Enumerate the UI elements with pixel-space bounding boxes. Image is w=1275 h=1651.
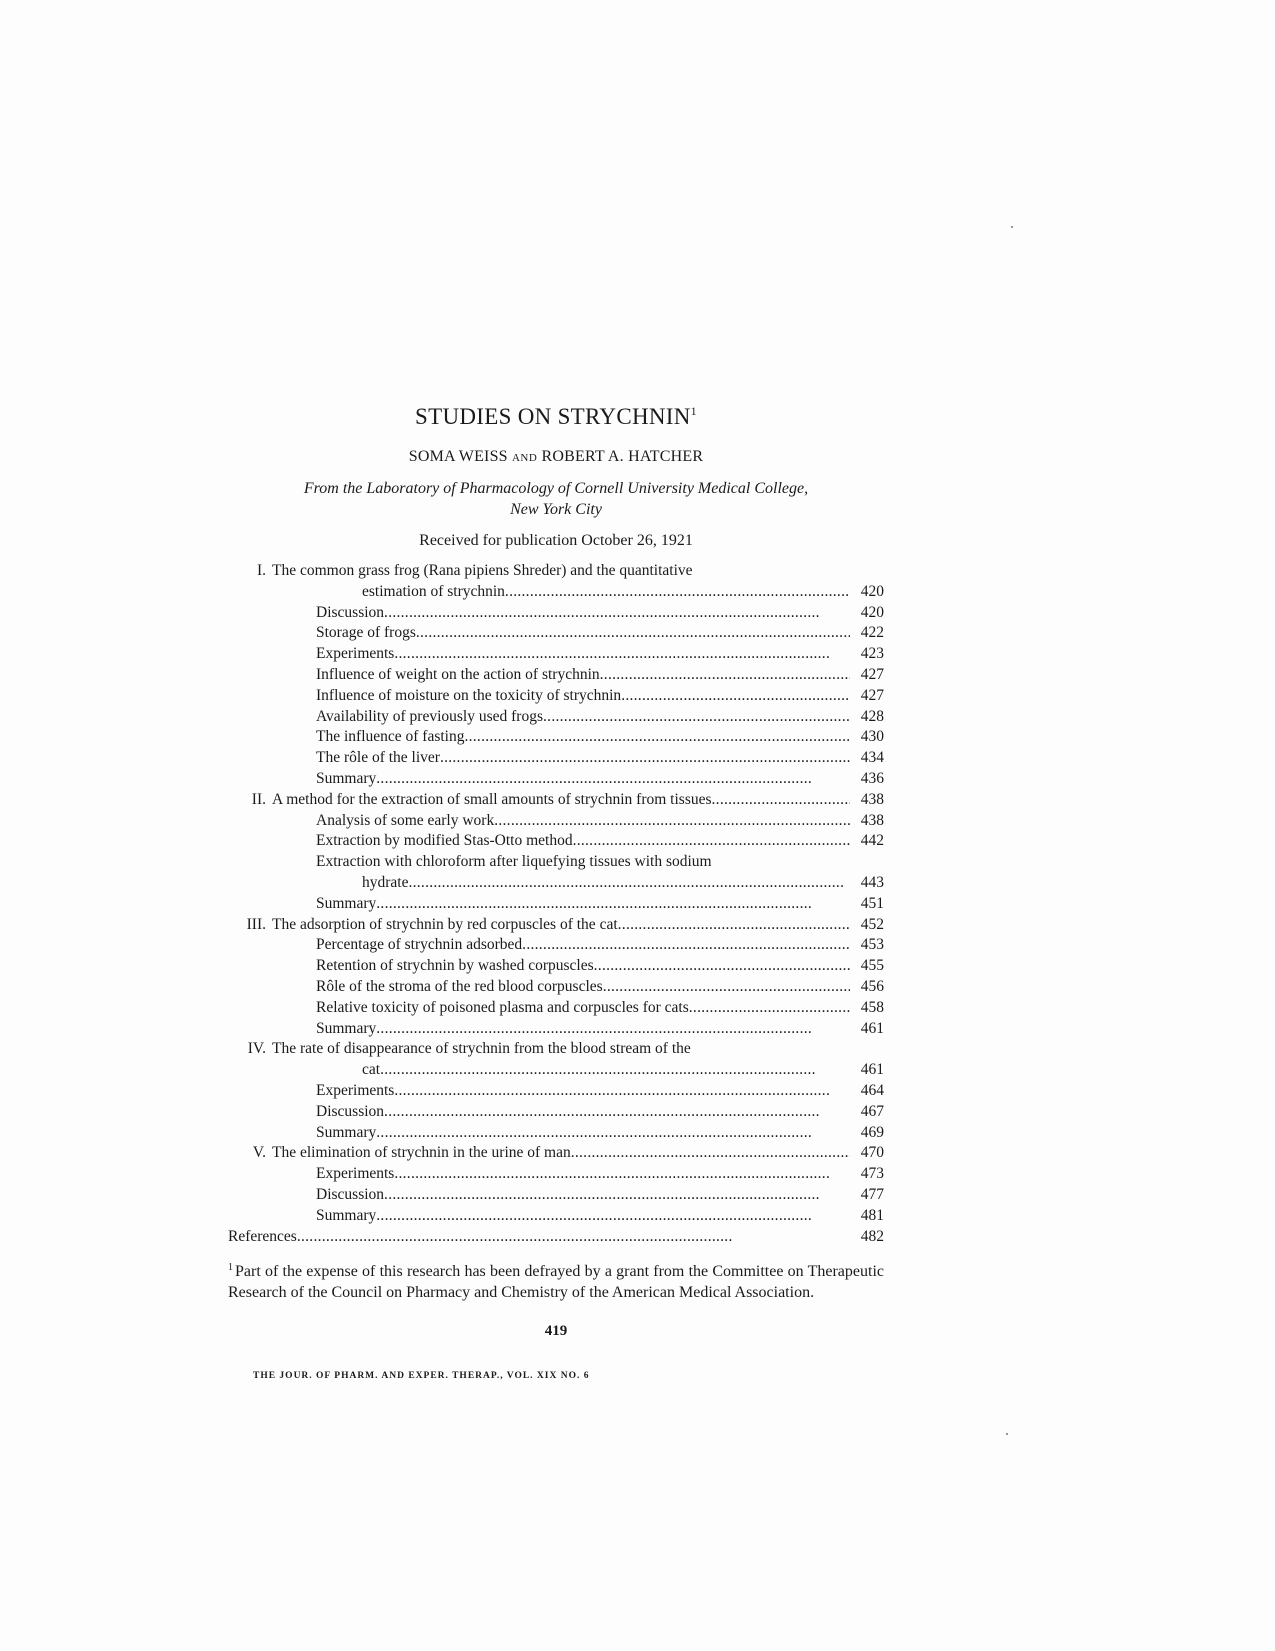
toc-dot-leader bbox=[384, 603, 850, 624]
toc-entry-label: The influence of fasting bbox=[316, 728, 465, 746]
toc-dot-leader bbox=[689, 998, 850, 1019]
toc-dot-leader bbox=[621, 686, 850, 707]
toc-row bbox=[228, 644, 884, 665]
toc-section-number: I. bbox=[256, 562, 266, 579]
toc-page-number: 477 bbox=[860, 1185, 884, 1203]
toc-page-number: 423 bbox=[860, 645, 884, 663]
toc-entry-label: Relative toxicity of poisoned plasma and corpuscles for cats bbox=[316, 998, 689, 1016]
toc-section-number: III. bbox=[246, 915, 266, 933]
toc-page-number: 427 bbox=[860, 686, 884, 704]
toc-row bbox=[228, 1039, 884, 1060]
toc-entry-label: Extraction with chloroform after liquefying tissues with sodium bbox=[316, 853, 712, 871]
toc-dot-leader bbox=[440, 748, 850, 769]
toc-page-number: 453 bbox=[860, 936, 884, 954]
toc-section-number: V. bbox=[252, 1144, 266, 1162]
title-text: STUDIES ON STRYCHNIN bbox=[415, 404, 691, 429]
toc-entry-label: hydrate bbox=[362, 873, 409, 891]
toc-dot-leader bbox=[505, 582, 850, 603]
toc-entry-label: Summary bbox=[316, 769, 377, 787]
toc-row bbox=[228, 956, 884, 977]
toc-entry-label: Discussion bbox=[316, 1102, 385, 1120]
toc-row bbox=[228, 707, 884, 728]
toc-dot-leader bbox=[376, 1123, 850, 1144]
author-conjunction: AND bbox=[511, 452, 538, 464]
toc-dot-leader bbox=[600, 665, 850, 686]
toc-page-number: 481 bbox=[860, 1206, 884, 1224]
toc-row bbox=[228, 748, 884, 769]
toc-page-number: 427 bbox=[860, 665, 884, 683]
toc-entry-label: The common grass frog (Rana pipiens Shreder) and the quantitative bbox=[272, 562, 693, 579]
toc-dot-leader bbox=[494, 811, 850, 832]
toc-page-number: 438 bbox=[860, 811, 884, 829]
toc-page-number: 482 bbox=[860, 1227, 884, 1245]
toc-row bbox=[228, 665, 884, 686]
toc-row bbox=[228, 769, 884, 790]
toc-dot-leader bbox=[594, 956, 850, 977]
toc-dot-leader bbox=[464, 727, 850, 748]
toc-page-number: 420 bbox=[860, 603, 884, 621]
toc-entry-label: Discussion bbox=[316, 603, 385, 621]
affiliation bbox=[228, 478, 884, 520]
toc-row bbox=[228, 790, 884, 811]
toc-row bbox=[228, 561, 884, 582]
toc-entry-label: Availability of previously used frogs bbox=[316, 707, 544, 725]
toc-row bbox=[228, 1143, 884, 1164]
toc-entry-label: Influence of weight on the action of strychnin bbox=[316, 665, 600, 683]
toc-dot-leader bbox=[394, 1081, 850, 1102]
toc-page-number: 461 bbox=[860, 1061, 884, 1079]
toc-row bbox=[228, 1060, 884, 1081]
toc-entry-label: Experiments bbox=[316, 645, 395, 663]
toc-entry-label: Extraction by modified Stas-Otto method bbox=[316, 832, 573, 850]
toc-row bbox=[228, 998, 884, 1019]
toc-page-number: 434 bbox=[860, 749, 884, 767]
title-footnote-mark: 1 bbox=[690, 404, 697, 418]
page-number: 419 bbox=[544, 1323, 568, 1339]
toc-entry-label: Percentage of strychnin adsorbed bbox=[316, 936, 523, 954]
toc-entry-label: References bbox=[228, 1227, 297, 1245]
toc-row bbox=[228, 811, 884, 832]
footnote-text: Part of the expense of this research has been defrayed by a grant from the Committee on Therapeutic Research of the Council on Pharmacy and Chemistry of the American Medical Association. bbox=[228, 1263, 884, 1301]
toc-row bbox=[228, 1102, 884, 1123]
affiliation-line-1: From the Laboratory of Pharmacology of Cornell University Medical College, bbox=[303, 480, 809, 497]
toc-row bbox=[228, 1164, 884, 1185]
toc-entry-label: Summary bbox=[316, 1123, 377, 1141]
toc-row bbox=[228, 1227, 884, 1248]
toc-row bbox=[228, 582, 884, 603]
toc-dot-leader bbox=[712, 790, 850, 811]
toc-page-number: 456 bbox=[860, 977, 884, 995]
toc-entry-label: The rôle of the liver bbox=[316, 749, 440, 767]
toc-page-number: 473 bbox=[860, 1165, 884, 1183]
toc-page-number: 469 bbox=[860, 1123, 884, 1141]
toc-page-number: 420 bbox=[860, 582, 884, 600]
toc-row bbox=[228, 915, 884, 936]
toc-entry-label: Storage of frogs bbox=[316, 624, 416, 642]
toc-page-number: 455 bbox=[860, 957, 884, 975]
footnote bbox=[228, 1257, 884, 1303]
toc-page-number: 461 bbox=[860, 1019, 884, 1037]
toc-row bbox=[228, 1185, 884, 1206]
toc-row bbox=[228, 727, 884, 748]
toc-dot-leader bbox=[384, 1185, 850, 1206]
toc-row bbox=[228, 1206, 884, 1227]
toc-dot-leader bbox=[376, 1206, 850, 1227]
toc-row bbox=[228, 1081, 884, 1102]
toc-row bbox=[228, 977, 884, 998]
toc-page-number: 452 bbox=[860, 915, 884, 933]
toc-entry-label: Analysis of some early work bbox=[316, 811, 495, 829]
toc-page-number: 470 bbox=[860, 1144, 884, 1162]
toc-page-number: 467 bbox=[860, 1102, 884, 1120]
toc-dot-leader bbox=[297, 1227, 850, 1248]
toc-entry-label: cat bbox=[362, 1061, 381, 1079]
toc-entry-label: Discussion bbox=[316, 1185, 385, 1203]
toc-page-number: 422 bbox=[860, 624, 884, 642]
toc-dot-leader bbox=[380, 1060, 850, 1081]
toc-entry-label: The adsorption of strychnin by red corpuscles of the cat bbox=[272, 915, 618, 933]
footnote-mark: 1 bbox=[228, 1262, 233, 1273]
toc-section-number: II. bbox=[251, 790, 266, 808]
toc-dot-leader bbox=[618, 915, 850, 936]
toc-dot-leader bbox=[384, 1102, 850, 1123]
toc-row bbox=[228, 1019, 884, 1040]
toc-entry-label: Experiments bbox=[316, 1081, 395, 1099]
toc-row bbox=[228, 852, 884, 873]
toc-row bbox=[228, 686, 884, 707]
toc-entry-label: Rôle of the stroma of the red blood corpuscles bbox=[316, 977, 603, 995]
toc-entry-label: A method for the extraction of small amounts of strychnin from tissues bbox=[272, 790, 712, 808]
toc-entry-label: estimation of strychnin bbox=[362, 582, 505, 600]
toc-section-number: IV. bbox=[247, 1040, 266, 1058]
toc-row bbox=[228, 831, 884, 852]
toc-dot-leader bbox=[573, 831, 850, 852]
toc-row bbox=[228, 935, 884, 956]
scan-speck bbox=[1006, 1433, 1008, 1435]
author-2: ROBERT A. HATCHER bbox=[541, 448, 704, 465]
author-1: SOMA WEISS bbox=[408, 448, 508, 465]
received-date: Received for publication October 26, 1921 bbox=[419, 532, 693, 549]
toc-entry-label: Summary bbox=[316, 1206, 377, 1224]
toc-dot-leader bbox=[603, 977, 850, 998]
toc-row bbox=[228, 623, 884, 644]
scan-speck bbox=[1011, 226, 1013, 228]
table-of-contents bbox=[228, 561, 884, 1247]
toc-dot-leader bbox=[376, 894, 850, 915]
toc-row bbox=[228, 894, 884, 915]
toc-row bbox=[228, 603, 884, 624]
toc-dot-leader bbox=[416, 623, 850, 644]
toc-entry-label: The rate of disappearance of strychnin from the blood stream of the bbox=[272, 1040, 691, 1058]
toc-page-number: 436 bbox=[860, 769, 884, 787]
toc-dot-leader bbox=[394, 1164, 850, 1185]
toc-page-number: 464 bbox=[860, 1081, 884, 1099]
affiliation-line-2: New York City bbox=[510, 501, 602, 518]
toc-entry-label: Retention of strychnin by washed corpuscles bbox=[316, 957, 594, 975]
toc-dot-leader bbox=[571, 1143, 850, 1164]
toc-entry-label: Summary bbox=[316, 894, 377, 912]
authors bbox=[228, 448, 884, 466]
toc-dot-leader bbox=[376, 769, 850, 790]
toc-page-number: 438 bbox=[860, 790, 884, 808]
toc-entry-label: The elimination of strychnin in the urine of man bbox=[272, 1144, 571, 1162]
article-title bbox=[228, 404, 884, 430]
toc-dot-leader bbox=[394, 644, 850, 665]
toc-page-number: 428 bbox=[860, 707, 884, 725]
toc-dot-leader bbox=[376, 1019, 850, 1040]
toc-page-number: 443 bbox=[860, 873, 884, 891]
toc-row bbox=[228, 873, 884, 894]
toc-page-number: 442 bbox=[860, 832, 884, 850]
toc-page-number: 451 bbox=[860, 894, 884, 912]
toc-dot-leader bbox=[543, 707, 850, 728]
toc-entry-label: Influence of moisture on the toxicity of strychnin bbox=[316, 686, 622, 704]
toc-dot-leader bbox=[408, 873, 850, 894]
toc-row bbox=[228, 1123, 884, 1144]
toc-page-number: 430 bbox=[860, 728, 884, 746]
toc-entry-label: Summary bbox=[316, 1019, 377, 1037]
toc-entry-label: Experiments bbox=[316, 1165, 395, 1183]
journal-footer: THE JOUR. OF PHARM. AND EXPER. THERAP., VOL. XIX NO. 6 bbox=[253, 1371, 590, 1381]
toc-dot-leader bbox=[522, 935, 850, 956]
toc-page-number: 458 bbox=[860, 998, 884, 1016]
